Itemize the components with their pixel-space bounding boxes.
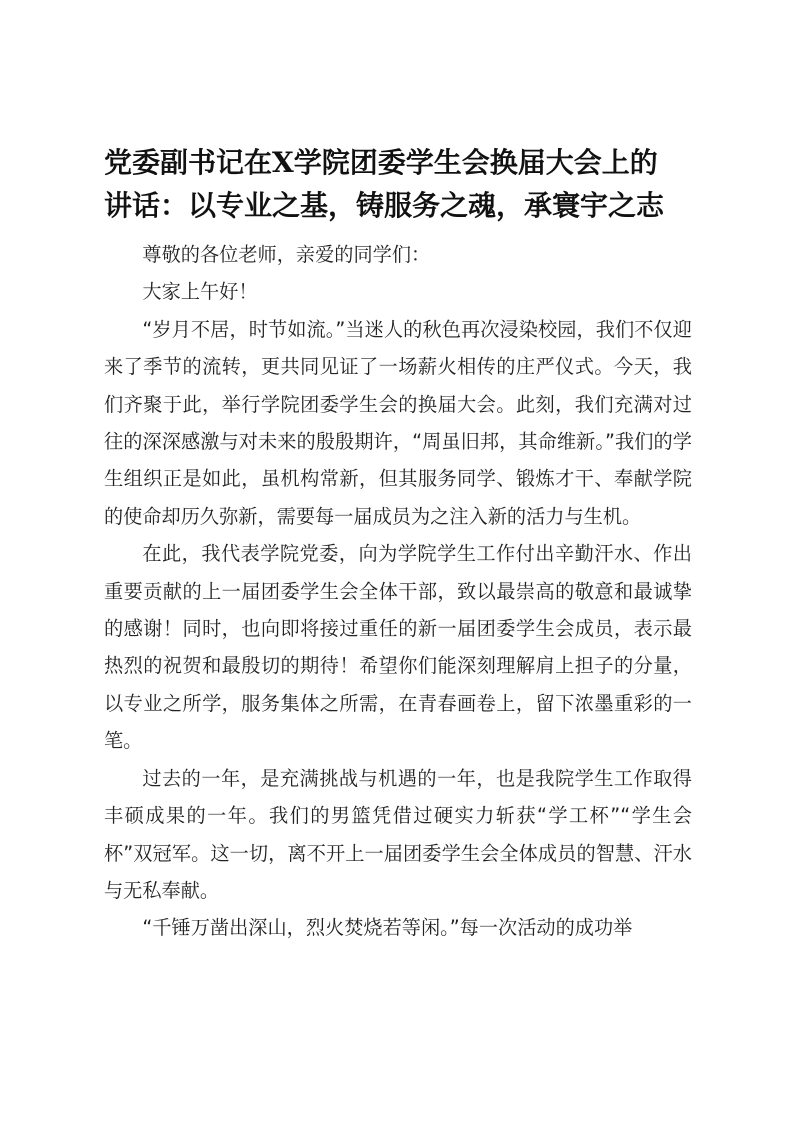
document-body bbox=[104, 236, 692, 947]
paragraph-thanks: 在此，我代表学院党委，向为学院学生工作付出辛勤汗水、作出重要贡献的上一届团委学生会全体干部，致以最崇高的敬意和最诚挚的感谢！同时，也向即将接过重任的新一届团委学生会成员，表示最热烈的祝贺和最殷切的期待！希望你们能深刻理解肩上担子的分量，以专业之所学，服务集体之所需，在青春画卷上，留下浓墨重彩的一笔。 bbox=[104, 542, 692, 753]
paragraph-salutation: 尊敬的各位老师，亲爱的同学们： bbox=[142, 243, 431, 266]
document-title: 党委副书记在X学院团委学生会换届大会上的 讲话：以专业之基，铸服务之魂，承寰宇之志 bbox=[104, 146, 665, 222]
paragraph-greeting: 大家上午好！ bbox=[142, 280, 258, 304]
paragraph-opening: “岁月不居，时节如流。”当迷人的秋色再次浸染校园，我们不仅迎来了季节的流转，更共同见证了一场薪火相传的庄严仪式。今天，我们齐聚于此，举行学院团委学生会的换届大会。此刻，我们充满对过往的深深感激与对未来的殷殷期许，“周虽旧邦，其命维新。”我们的学生组织正是如此，虽机构常新，但其服务同学、锻炼才干、奉献学院的使命却历久弥新，需要每一届成员为之注入新的活力与生机。 bbox=[104, 317, 692, 528]
paragraph-review: 过去的一年，是充满挑战与机遇的一年，也是我院学生工作取得丰硕成果的一年。我们的男篮凭借过硬实力斩获“学工杯”“学生会杯”双冠军。这一切，离不开上一届团委学生会全体成员的智慧、汗水与无私奉献。 bbox=[104, 766, 692, 902]
paragraph-quote: “千锤万凿出深山，烈火焚烧若等闲。”每一次活动的成功举 bbox=[142, 916, 633, 940]
